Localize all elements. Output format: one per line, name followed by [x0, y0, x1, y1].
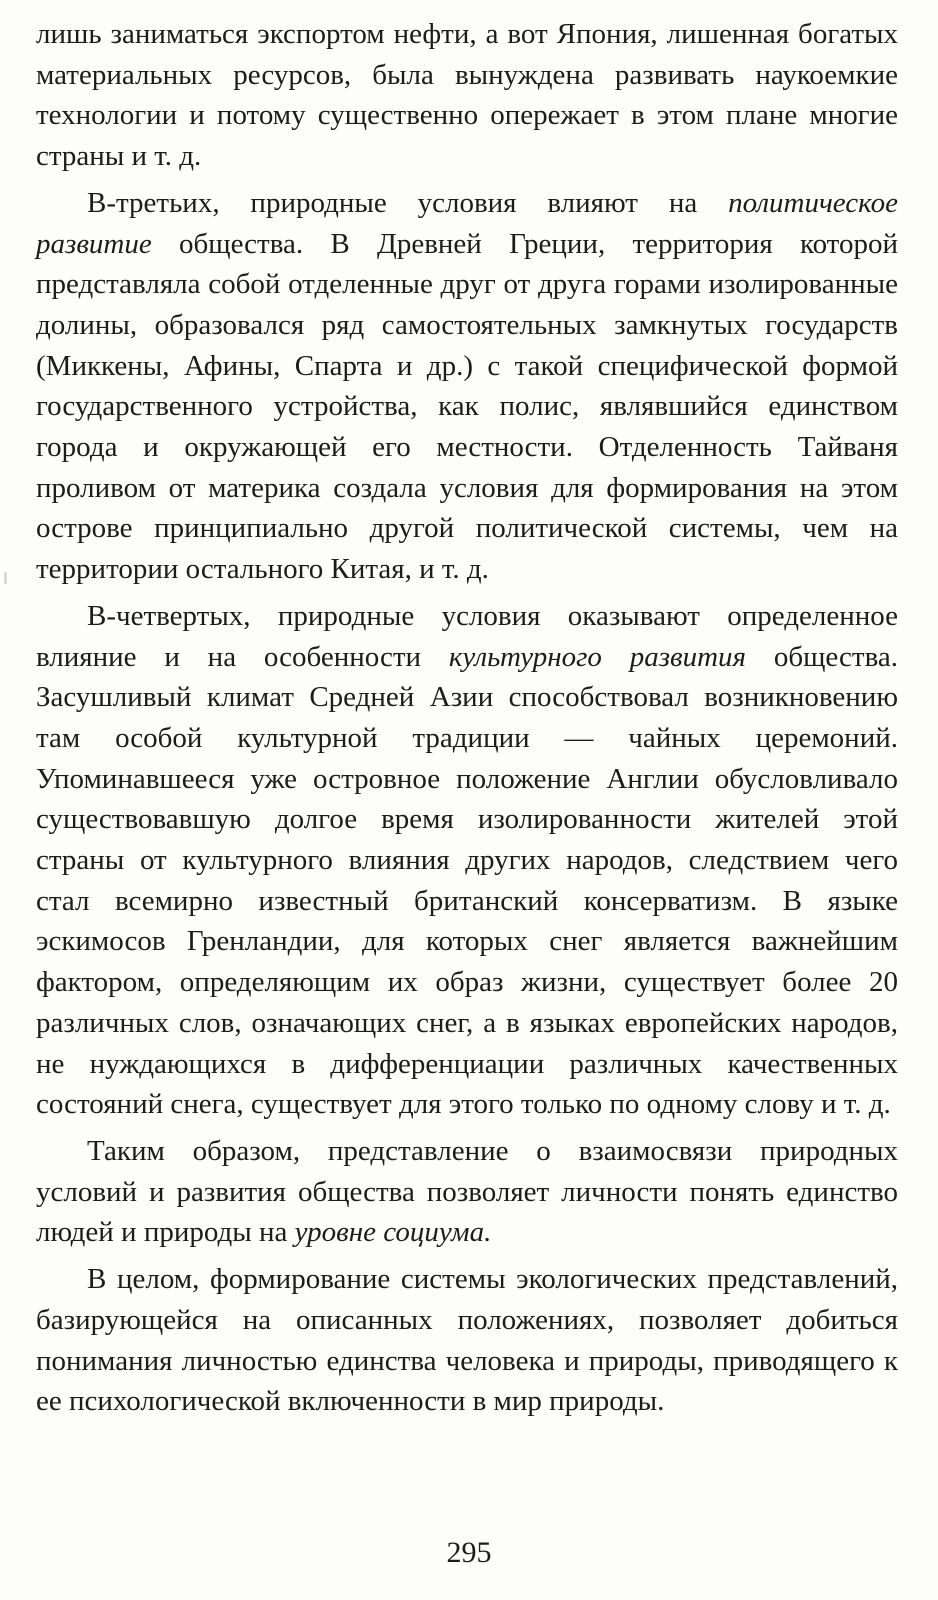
text-segment: лишь заниматься экспортом нефти, а вот Япония, лишенная богатых материальных ресурсов, была вынуждена развивать наукоемкие технологии и потому существенно опережает в этом плане многие страны и т. д. — [36, 18, 898, 173]
text-segment: Таким образом, представление о взаимосвязи природных условий и развития общества позволяет личности понять единство людей и природы на — [36, 1134, 898, 1249]
emphasis-term: политическое развитие — [36, 186, 898, 260]
emphasis-term: культурного развития — [448, 640, 747, 673]
text-segment: В-четвертых, природные условия оказывают определенное влияние и на особенности — [36, 599, 898, 673]
paragraph-cultural — [36, 596, 898, 1125]
paragraph-political — [36, 183, 898, 590]
paragraph-summary — [36, 1259, 898, 1422]
page-number: 295 — [446, 1536, 492, 1569]
text-segment: В-третьих, природные условия влияют на — [87, 186, 729, 219]
text-segment: общества. Засушливый климат Средней Азии способствовал возникновению там особой культурной традиции — чайных церемоний. Упоминавшееся уже островное положение Англии обусловливало существовавшую долгое время изолированности жителей этой страны от культурного влияния других народов, следствием чего стал всемирно известный британский консерватизм. В языке эскимосов Гренландии, для которых снег является важнейшим фактором, определяющим их образ жизни, существует более 20 различных слов, означающих снег, а в языках европейских народов, не нуждающихся в дифференциации различных качественных состояний снега, существует для этого только по одному слову и т. д. — [36, 640, 898, 1121]
text-segment: общества. В Древней Греции, территория которой представляла собой отделенные друг от друга горами изолированные долины, образовался ряд самостоятельных замкнутых государств (Миккены, Афины, Спарта и др.) с такой специфической формой государственного устройства, как полис, являвшийся единством города и окружающей его местности. Отделенность Тайваня проливом от материка создала условия для формирования на этом острове принципиально другой политической системы, чем на территории остального Китая, и т. д. — [36, 227, 898, 586]
paragraph-conclusion — [36, 1131, 898, 1253]
emphasis-term: уровне социума. — [294, 1216, 492, 1249]
text-segment: В целом, формирование системы экологических представлений, базирующейся на описанных положениях, позволяет добиться понимания личностью единства человека и природы, приводящего к ее психологической включенности в мир природы. — [36, 1263, 898, 1418]
body-text — [36, 14, 898, 1422]
scan-artifact — [4, 572, 7, 584]
paragraph-continuation — [36, 14, 898, 177]
